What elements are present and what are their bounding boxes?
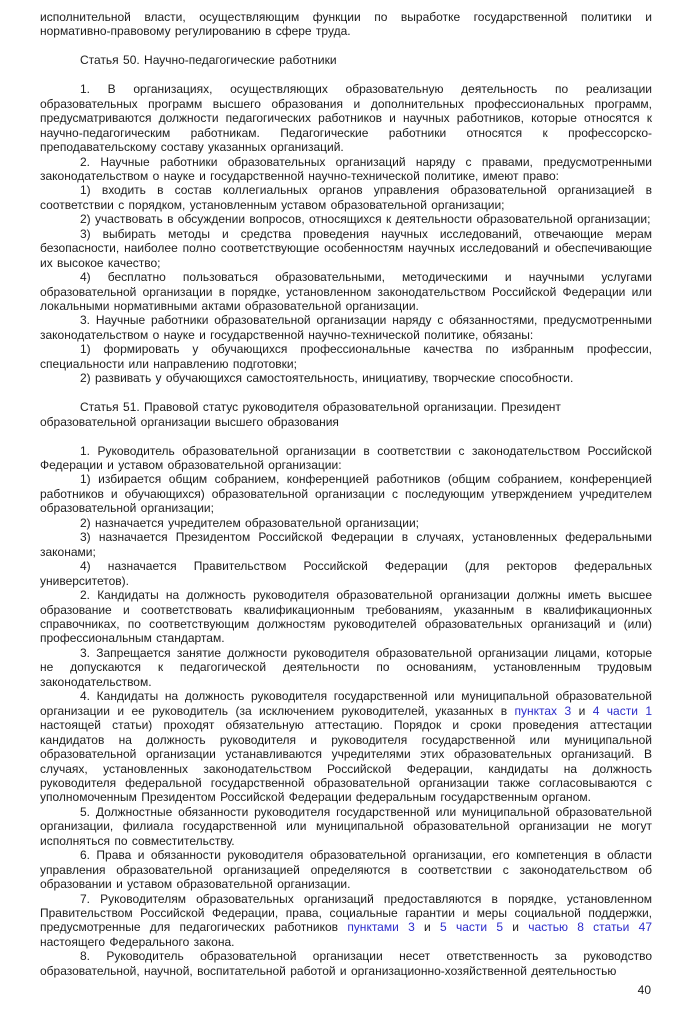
text-run: настоящей статьи) проходят обязательную аттестацию. Порядок и сроки проведения аттестации кандидатов на должность руководителя и руководителя государственной или муниципальной образовательной организации устанавливаются учредителями этих образовательных организаций. В случаях, установленных законодательством Российской Федерации, кандидаты на должность руководителя федеральной государственной образовательной организации также согласовываются с уполномоченным Президентом Российской Федерации федеральным государственным органом. xyxy=(40,718,652,805)
text-run: 3. Запрещается занятие должности руководителя образовательной организации лицами, которые не допускаются к педагогической деятельности по основаниям, установленным трудовым законодательством. xyxy=(40,645,652,689)
paragraph xyxy=(40,444,652,473)
text-run: настоящего Федерального закона. xyxy=(40,934,235,949)
paragraph xyxy=(40,892,652,950)
paragraph xyxy=(40,82,652,154)
paragraph xyxy=(40,848,652,891)
text-run: 8. Руководитель образовательной организации несет ответственность за руководство образовательной, научной, воспитательной работой и организационно-хозяйственной деятельностью xyxy=(40,949,652,978)
paragraph xyxy=(40,155,652,184)
paragraph xyxy=(40,646,652,689)
paragraph xyxy=(40,805,652,848)
text-run: исполнительной власти, осуществляющим функции по выработке государственной политики и нормативно-правовому регулированию в сфере труда. xyxy=(40,10,652,39)
cross-reference-link[interactable]: пунктах 3 xyxy=(514,703,572,718)
text-run: 1) избирается общим собранием, конференцией работников (общим собранием, конференцией работников и обучающихся) образовательной организации с последующим утверждением учредителем образовательной организации; xyxy=(40,472,652,516)
article-heading xyxy=(40,53,652,67)
paragraph xyxy=(40,588,652,646)
text-run: 2) участвовать в обсуждении вопросов, относящихся к деятельности образовательной организации; xyxy=(80,212,651,227)
text-run: 1) входить в состав коллегиальных органов управления образовательной организацией в соответствии с порядком, установленным уставом образовательной организации; xyxy=(40,183,652,212)
text-run: 2. Научные работники образовательных организаций наряду с правами, предусмотренными законодательством о науке и государственной научно-технической политике, имеют право: xyxy=(40,154,652,183)
text-run: и xyxy=(503,920,529,935)
paragraph xyxy=(40,313,652,342)
text-run: 1. В организациях, осуществляющих образовательную деятельность по реализации образовательных программ высшего образования и дополнительных профессиональных программ, предусматриваются должности педагогических работников и научных работников, которые относятся к научно-педагогическим работникам. Педагогические работники относятся к профессорско-преподавательскому составу указанных организаций. xyxy=(40,82,652,155)
text-run: 1. Руководитель образовательной организации в соответствии с законодательством Российской Федерации и уставом образовательной организации: xyxy=(40,443,652,472)
text-run: 2. Кандидаты на должность руководителя образовательной организации должны иметь высшее образование и соответствовать квалификационным требованиям, указанным в квалификационных справочниках, по соответствующим должностям руководителей образовательных организаций и (или) профессиональным стандартам. xyxy=(40,588,652,646)
text-run: 6. Права и обязанности руководителя образовательной организации, его компетенция в области управления образовательной организацией определяются в соответствии с законодательством об образовании и уставом образовательной организации. xyxy=(40,848,652,892)
cross-reference-link[interactable]: 4 части 1 xyxy=(592,703,653,718)
page-number: 40 xyxy=(637,983,651,997)
text-run: 2) назначается учредителем образовательной организации; xyxy=(80,515,419,530)
text-run: 3. Научные работники образовательной организации наряду с обязанностями, предусмотренными законодательством о науке и государственной научно-технической политике, обязаны: xyxy=(40,313,652,342)
cross-reference-link[interactable]: пунктами 3 xyxy=(347,920,415,935)
text-run: 4) назначается Правительством Российской Федерации (для ректоров федеральных университетов). xyxy=(40,559,652,588)
text-run: и xyxy=(414,920,441,935)
text-run: 2) развивать у обучающихся самостоятельность, инициативу, творческие способности. xyxy=(80,371,574,386)
paragraph xyxy=(40,516,652,530)
paragraph xyxy=(40,342,652,371)
paragraph xyxy=(40,270,652,313)
text-run: 5. Должностные обязанности руководителя государственной или муниципальной образовательной организации, филиала государственной или муниципальной образовательной организации не могут исполняться по совместительству. xyxy=(40,804,652,848)
text-run: 7. Руководителям образовательных организаций предоставляются в порядке, установленном Правительством Российской Федерации, права, социальные гарантии и меры социальной поддержки, предусмотренные для педагогических работников xyxy=(40,891,652,935)
cross-reference-link[interactable]: частью 8 статьи 47 xyxy=(528,920,653,935)
paragraph xyxy=(40,559,652,588)
paragraph xyxy=(40,949,652,978)
continuation-paragraph xyxy=(40,10,652,39)
cross-reference-link[interactable]: 5 части 5 xyxy=(440,920,504,935)
text-run: 1) формировать у обучающихся профессиональные качества по избранным профессии, специальности или направлению подготовки; xyxy=(40,342,652,371)
text-run: и xyxy=(571,703,593,718)
text-run: Статья 51. Правовой статус руководителя образовательной организации. Президент образовательной организации высшего образования xyxy=(40,400,561,429)
paragraph xyxy=(40,689,652,805)
text-run: Статья 50. Научно-педагогические работники xyxy=(80,53,337,68)
text-run: 3) назначается Президентом Российской Федерации в случаях, установленных федеральными законами; xyxy=(40,530,652,559)
paragraph xyxy=(40,212,652,226)
paragraph xyxy=(40,371,652,385)
paragraph xyxy=(40,530,652,559)
article-heading xyxy=(40,400,652,429)
paragraph xyxy=(40,227,652,270)
paragraph xyxy=(40,183,652,212)
paragraph xyxy=(40,472,652,515)
text-run: 4. Кандидаты на должность руководителя государственной или муниципальной образовательной организации и ее руководитель (за исключением руководителей, указанных в xyxy=(40,689,652,718)
text-run: 3) выбирать методы и средства проведения научных исследований, отвечающие мерам безопасности, наиболее полно соответствующие особенностям научных исследований и обеспечивающие их высокое качество; xyxy=(40,226,652,270)
text-run: 4) бесплатно пользоваться образовательными, методическими и научными услугами образовательной организации в порядке, установленном законодательством Российской Федерации или локальными нормативными актами образовательной организации. xyxy=(40,270,652,314)
